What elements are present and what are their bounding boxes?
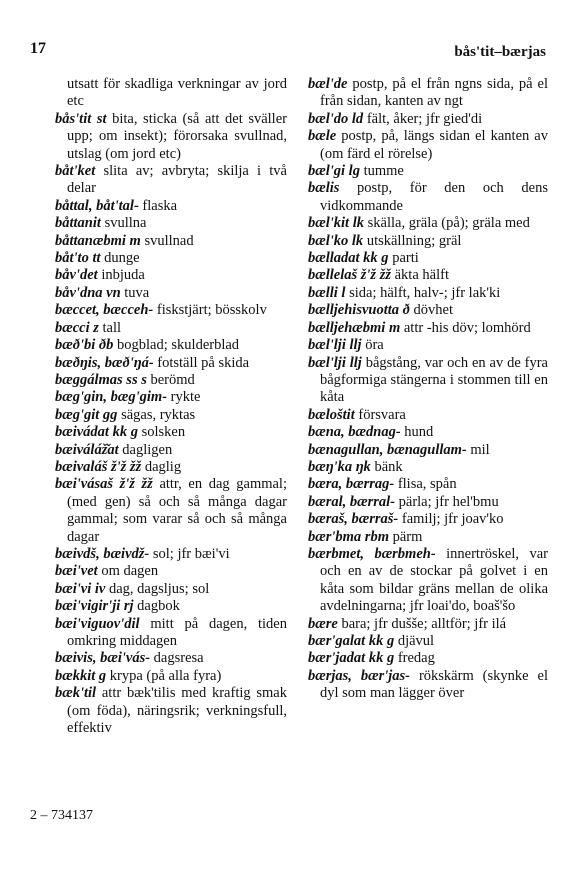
entry-headword: båttanit — [55, 215, 101, 232]
dictionary-entry — [308, 529, 548, 546]
entry-definition: attr -his döv; lomhörd — [400, 319, 531, 336]
entry-headword: bæi'vásaš ž'ž žž — [55, 476, 153, 493]
dictionary-entry — [308, 633, 548, 650]
entry-headword: bællelaš ž'ž žž — [308, 267, 391, 284]
entry-headword: bær'bma rbm — [308, 528, 389, 545]
entry-headword: bælladat kk g — [308, 250, 389, 267]
entry-definition: pärm — [388, 528, 423, 545]
dictionary-entry — [55, 616, 287, 651]
entry-definition: dagsresa — [150, 650, 204, 667]
dictionary-entry — [308, 320, 548, 337]
dictionary-entry — [55, 685, 287, 737]
entry-definition: flisa, spån — [394, 476, 457, 493]
dictionary-entry — [308, 180, 548, 215]
entry-headword: bæiváláž̌at — [55, 441, 119, 458]
entry-definition: inbjuda — [97, 267, 145, 284]
dictionary-entry — [308, 215, 548, 232]
entry-definition: svullna — [100, 215, 147, 232]
entry-headword: bæl'lji llj — [308, 337, 362, 354]
dictionary-entry — [55, 459, 287, 476]
entry-definition: slita av; avbryta; skilja i två delar — [67, 163, 287, 197]
entry-definition: sida; hälft, halv-; jfr lak'ki — [345, 284, 501, 301]
entry-headword: bærbmet, bærbmeh- — [308, 545, 436, 562]
entry-headword: bæl'de — [308, 76, 348, 92]
dictionary-entry — [55, 668, 287, 685]
dictionary-entry — [55, 320, 287, 337]
dictionary-entry — [55, 76, 287, 111]
entry-definition: rykte — [166, 389, 201, 406]
dictionary-entry — [55, 215, 287, 232]
dictionary-entry — [55, 407, 287, 424]
entry-headword: bæg'gin, bæg'gim- — [55, 389, 167, 406]
entry-definition: fredag — [394, 650, 435, 667]
entry-headword: bære — [308, 615, 338, 632]
entry-headword: bæð'bi ðb — [55, 337, 114, 354]
entry-headword: bæi'vet — [55, 563, 98, 580]
entry-definition: skälla, gräla (på); gräla med — [364, 215, 530, 232]
entry-headword: bæðŋis, bæð'ŋá- — [55, 354, 154, 371]
entry-definition: bogblad; skulderblad — [113, 337, 240, 354]
entry-definition: tuva — [120, 284, 150, 301]
entry-headword: bæl'kit lk — [308, 215, 364, 232]
dictionary-entry — [308, 267, 548, 284]
entry-headword: bæi'viguov'dil — [55, 615, 140, 632]
entry-definition: sol; jfr bæi'vi — [149, 545, 230, 562]
entry-definition: parti — [388, 250, 419, 267]
entry-headword: bæccet, bæcceh- — [55, 302, 154, 319]
dictionary-entry — [55, 198, 287, 215]
dictionary-entry — [55, 285, 287, 302]
entry-definition: dagligen — [118, 441, 173, 458]
right-column — [308, 76, 548, 703]
entry-headword: bælljehæbmi m — [308, 319, 401, 336]
entry-headword: bæivaláš ž'ž žž — [55, 458, 142, 475]
dictionary-entry — [308, 424, 548, 441]
entry-headword: bælis — [308, 180, 340, 197]
entry-headword: bæivádat kk g — [55, 424, 138, 441]
dictionary-entry — [55, 581, 287, 598]
entry-definition: utsatt för skadliga verkningar av jord etc — [67, 76, 287, 110]
dictionary-entry — [55, 563, 287, 580]
dictionary-entry — [308, 285, 548, 302]
entry-definition: bågstång, var och en av de fyra bågformiga stängerna i stommen till en kåta — [320, 354, 548, 406]
dictionary-entry — [308, 302, 548, 319]
entry-headword: bæra, bærrag- — [308, 476, 395, 493]
entry-definition: djävul — [394, 633, 435, 649]
entry-headword: bæraš, bærraš- — [308, 511, 399, 528]
dictionary-entry — [55, 250, 287, 267]
entry-definition: fiskstjärt; bösskolv — [153, 302, 267, 319]
entry-headword: bæk'til — [55, 685, 97, 702]
dictionary-entry — [55, 267, 287, 284]
entry-headword: båv'det — [55, 267, 98, 284]
dictionary-entry — [55, 337, 287, 354]
entry-definition: tumme — [359, 163, 404, 180]
entry-headword: bæcci z — [55, 319, 99, 336]
entry-definition: fält, åker; jfr gied'di — [363, 110, 483, 127]
entry-definition: dag, dagsljus; sol — [105, 580, 210, 597]
dictionary-entry — [308, 128, 548, 163]
dictionary-entry — [308, 355, 548, 407]
dictionary-entry — [55, 233, 287, 250]
dictionary-entry — [55, 424, 287, 441]
dictionary-entry — [55, 476, 287, 546]
entry-headword: bæl'ko lk — [308, 232, 364, 249]
entry-definition: flaska — [138, 197, 178, 214]
entry-headword: bæg'git gg — [55, 406, 118, 423]
dictionary-entry — [55, 442, 287, 459]
entry-headword: bæral, bærral- — [308, 493, 396, 510]
entry-definition: tall — [98, 319, 122, 336]
entry-headword: båttanæbmi m — [55, 232, 141, 249]
entry-definition: äkta hälft — [391, 267, 449, 284]
entry-definition: daglig — [141, 458, 182, 475]
entry-definition: postp, för den och dens vidkommande — [320, 180, 548, 214]
entry-definition: öra — [361, 337, 384, 354]
dictionary-entry — [55, 650, 287, 667]
entry-definition: försvara — [354, 406, 406, 423]
entry-definition: mitt på dagen, tiden omkring middagen — [67, 615, 287, 649]
entry-headword: bær'galat kk g — [308, 633, 395, 649]
entry-definition: dövhet — [409, 302, 454, 319]
dictionary-entry — [55, 163, 287, 198]
dictionary-entry — [308, 668, 548, 703]
entry-definition: solsken — [137, 424, 186, 441]
dictionary-entry — [55, 546, 287, 563]
entry-definition: mil — [466, 441, 490, 458]
dictionary-entry — [308, 407, 548, 424]
entry-definition: attr bæk'tilis med kraftig smak (om föda), näringsrik; verkningsfull, effektiv — [67, 685, 287, 737]
entry-headword: bæna, bædnag- — [308, 424, 401, 441]
dictionary-entry — [55, 355, 287, 372]
dictionary-entry — [308, 442, 548, 459]
entry-definition: svullnad — [140, 232, 194, 249]
entry-headword: bæŋ'ka ŋk — [308, 458, 371, 475]
entry-definition: utskällning; gräl — [363, 232, 462, 249]
entry-definition: hund — [400, 424, 434, 441]
dictionary-entry — [308, 494, 548, 511]
dictionary-entry — [308, 476, 548, 493]
dictionary-entry — [55, 598, 287, 615]
entry-headword: bæle — [308, 128, 337, 145]
entry-definition: innertröskel, var och en av de stockar på golvet i en kåta som bildar gräns mellan de olika avdelningarna; jfr loai'do, boaš'šo — [320, 545, 548, 615]
left-column — [55, 76, 287, 737]
entry-headword: bæggálmas ss s — [55, 371, 147, 388]
entry-definition: berömd — [146, 371, 195, 388]
entry-headword: bæi'vi iv — [55, 580, 106, 597]
entry-headword: bærjas, bær'jas- — [308, 667, 411, 684]
entry-headword: bæi'vigir'ji rj — [55, 598, 134, 615]
entry-headword: bænagullan, bænagullam- — [308, 441, 467, 458]
entry-definition: bita, sticka (så att det sväller upp; om insekt); förorsaka svullnad, utslag (om jord etc) — [67, 110, 287, 162]
dictionary-entry — [55, 111, 287, 163]
entry-headword: bælli l — [308, 284, 346, 301]
entry-headword: bæl'lji llj — [308, 354, 362, 371]
entry-definition: krypa (på alla fyra) — [106, 667, 222, 684]
entry-headword: bæl'do ld — [308, 110, 364, 127]
entry-headword: båv'dna vn — [55, 284, 121, 301]
entry-definition: bänk — [370, 458, 403, 475]
entry-headword: bæivis, bæi'vás- — [55, 650, 151, 667]
dictionary-entry — [308, 459, 548, 476]
entry-definition: sägas, ryktas — [117, 406, 196, 423]
entry-headword: bæl'gi lg — [308, 163, 360, 180]
dictionary-entry — [308, 337, 548, 354]
entry-headword: båttal, båt'tal- — [55, 197, 139, 214]
entry-headword: bær'jadat kk g — [308, 650, 395, 667]
entry-definition: fotställ på skida — [153, 354, 250, 371]
entry-headword: bælljehisvuotta ð — [308, 302, 410, 319]
entry-headword: bækkit g — [55, 667, 107, 684]
dictionary-entry — [308, 511, 548, 528]
dictionary-entry — [308, 233, 548, 250]
entry-definition: dagbok — [133, 598, 180, 615]
dictionary-entry — [308, 111, 548, 128]
entry-definition: attr, en dag gammal; (med gen) så och så många dagar gammal; som varar så och så många dagar — [67, 476, 287, 545]
entry-definition: familj; jfr joav'ko — [398, 511, 504, 528]
page-footer: 2 – 734137 — [30, 808, 93, 823]
dictionary-entry — [308, 650, 548, 667]
entry-definition: postp, på, längs sidan el kanten av (om färd el rörelse) — [320, 128, 548, 162]
dictionary-entry — [308, 76, 548, 111]
page-number: 17 — [30, 40, 46, 57]
dictionary-entry — [55, 389, 287, 406]
entry-definition: om dagen — [97, 563, 159, 580]
entry-headword: bås'tit st — [55, 110, 107, 127]
entry-definition: dunge — [100, 250, 140, 267]
entry-headword: båt'ket — [55, 163, 96, 180]
entry-definition: pärla; jfr hel'bmu — [395, 493, 499, 510]
dictionary-entry — [308, 616, 548, 633]
dictionary-entry — [55, 372, 287, 389]
dictionary-entry — [55, 302, 287, 319]
running-head: bås'tit–bærjas — [454, 44, 546, 60]
entry-headword: båt'to tt — [55, 250, 101, 267]
dictionary-entry — [308, 163, 548, 180]
entry-definition: postp, på el från ngns sida, på el från sidan, kanten av ngt — [320, 76, 548, 110]
entry-headword: bæivdš, bæivdž- — [55, 545, 150, 562]
dictionary-entry — [308, 250, 548, 267]
dictionary-entry — [308, 546, 548, 616]
entry-headword: bæloštit — [308, 406, 355, 423]
entry-definition: bara; jfr dušše; alltför; jfr ilá — [337, 615, 507, 632]
entry-definition: rökskärm (skynke el dyl som man lägger över — [320, 667, 548, 702]
